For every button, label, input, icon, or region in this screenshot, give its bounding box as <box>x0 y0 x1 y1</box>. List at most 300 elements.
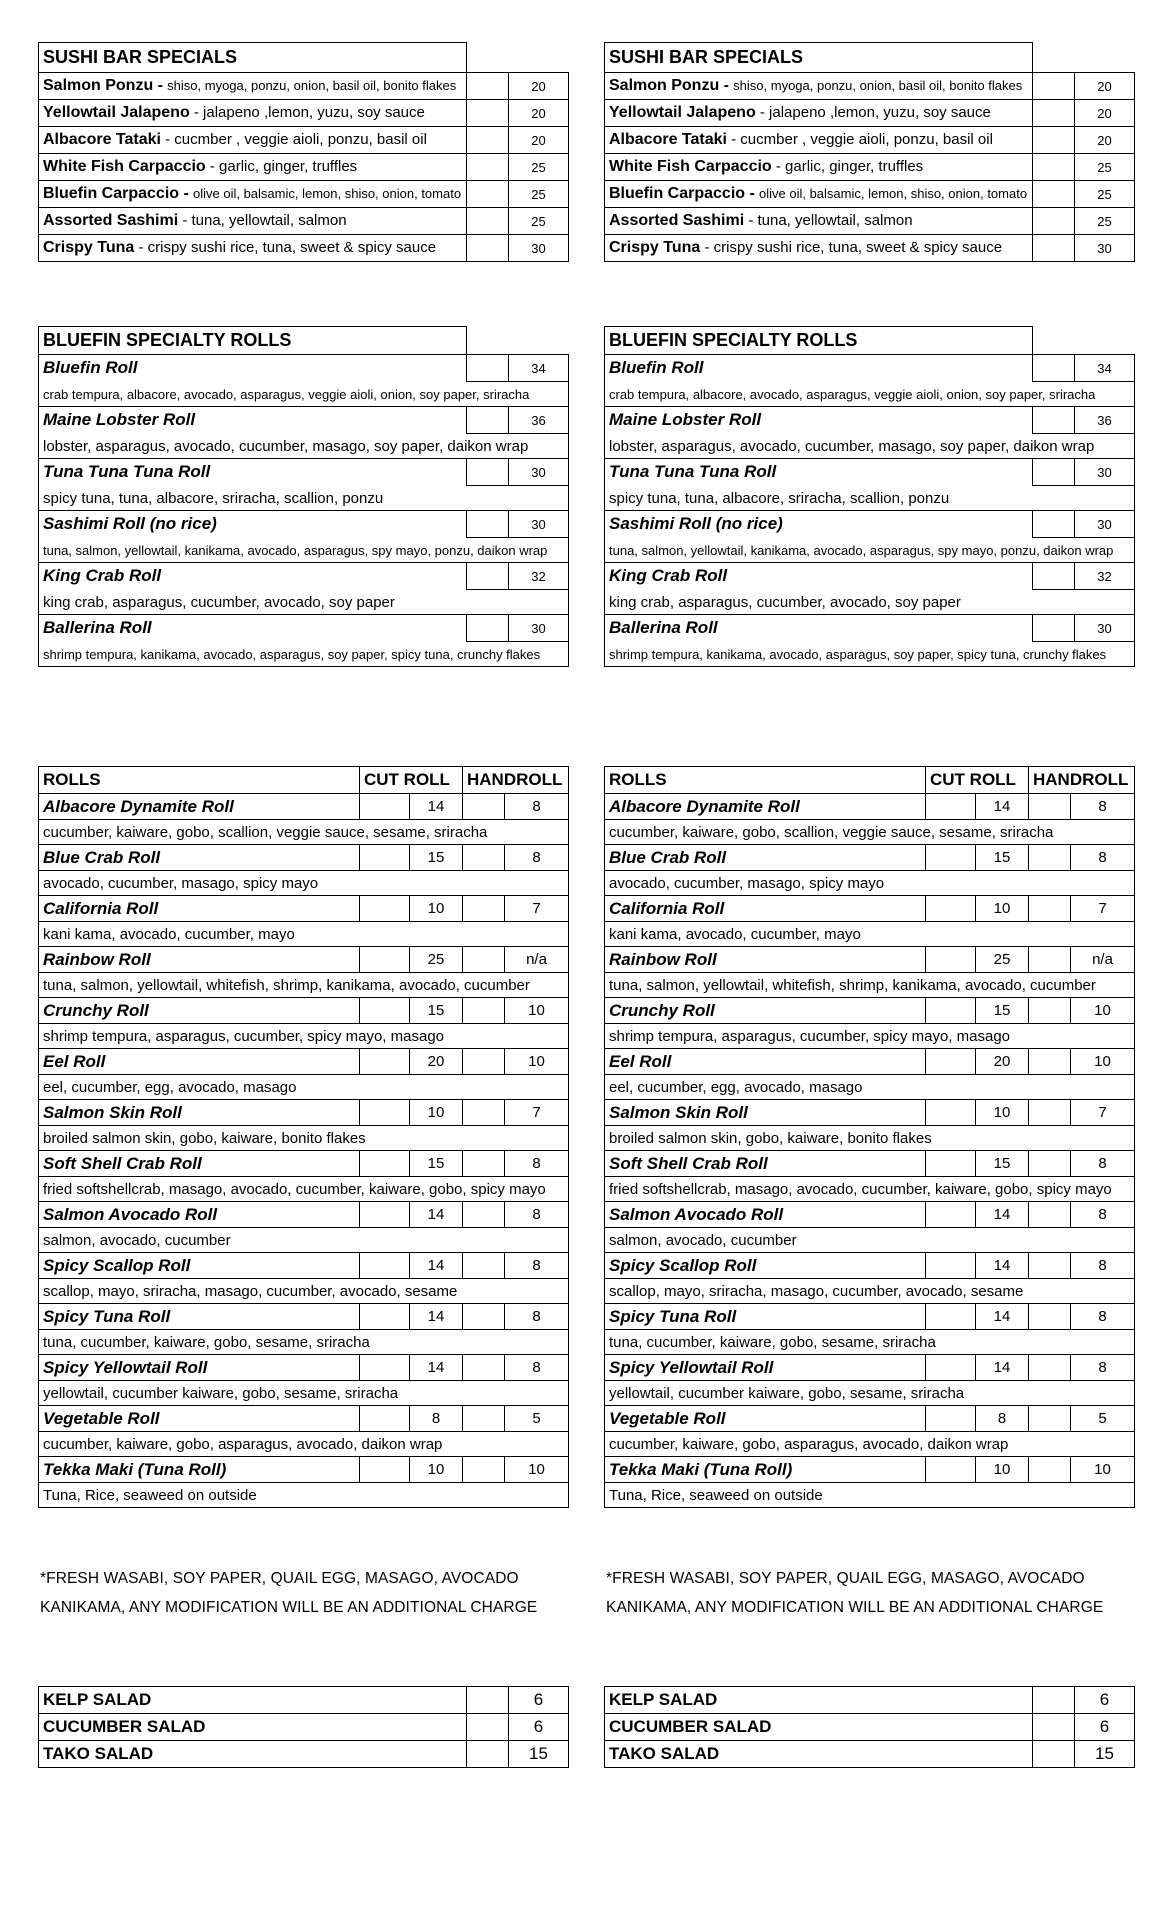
specialty-price: 34 <box>1075 355 1135 382</box>
roll-name: Spicy Tuna Roll <box>39 1304 360 1330</box>
specialty-item-desc: shrimp tempura, kanikama, avocado, asparagus, soy paper, spicy tuna, crunchy flakes <box>39 642 569 667</box>
specialty-desc-row <box>39 434 569 459</box>
roll-blank-cell <box>926 947 976 973</box>
roll-name-row <box>39 1253 569 1279</box>
specialty-name-row <box>605 615 1135 642</box>
specialty-name-row <box>605 407 1135 434</box>
specials-row <box>605 181 1135 208</box>
roll-desc-row <box>39 1177 569 1202</box>
specials-blank-cell <box>1033 208 1075 235</box>
specialty-price: 30 <box>509 511 569 538</box>
roll-desc: eel, cucumber, egg, avocado, masago <box>39 1075 569 1100</box>
roll-cut-price: 20 <box>976 1049 1029 1075</box>
roll-desc-row <box>605 820 1135 845</box>
specialty-item-name: Ballerina Roll <box>39 615 467 642</box>
roll-blank-cell <box>463 947 505 973</box>
roll-blank-cell <box>1029 1202 1071 1228</box>
salad-blank-cell <box>467 1687 509 1714</box>
specialty-item-name: Maine Lobster Roll <box>605 407 1033 434</box>
roll-name-row <box>605 896 1135 922</box>
specials-item <box>39 73 467 100</box>
roll-desc-row <box>605 922 1135 947</box>
specials-blank-cell <box>467 127 509 154</box>
roll-blank-cell <box>360 845 410 871</box>
roll-hand-price: 10 <box>505 998 569 1024</box>
specials-item <box>39 127 467 154</box>
specials-item <box>605 154 1033 181</box>
roll-desc-row <box>39 1075 569 1100</box>
specials-item <box>39 154 467 181</box>
specialty-item-name: Sashimi Roll (no rice) <box>605 511 1033 538</box>
salad-name: TAKO SALAD <box>39 1741 467 1768</box>
handroll-header: HANDROLL <box>463 767 569 794</box>
specialty-price: 30 <box>1075 615 1135 642</box>
roll-name-row <box>605 1406 1135 1432</box>
specials-item <box>39 100 467 127</box>
rolls-title: ROLLS <box>605 767 926 794</box>
specials-title-cell <box>605 43 1033 73</box>
roll-cut-price: 14 <box>976 1253 1029 1279</box>
specials-price: 30 <box>1075 235 1135 262</box>
roll-cut-price: 14 <box>410 1355 463 1381</box>
specials-row <box>39 73 569 100</box>
roll-name: California Roll <box>39 896 360 922</box>
specials-item <box>605 127 1033 154</box>
specials-item-desc: olive oil, balsamic, lemon, shiso, onion, tomato <box>192 186 462 201</box>
specials-item-name: Bluefin Carpaccio - <box>609 185 755 202</box>
salads-table <box>38 1686 569 1768</box>
salad-row <box>39 1714 569 1741</box>
roll-desc: eel, cucumber, egg, avocado, masago <box>605 1075 1135 1100</box>
roll-desc-row <box>39 820 569 845</box>
specials-item-name: White Fish Carpaccio <box>43 158 206 175</box>
roll-cut-price: 15 <box>976 1151 1029 1177</box>
roll-cut-price: 14 <box>976 1355 1029 1381</box>
specialty-name-row <box>39 407 569 434</box>
roll-blank-cell <box>463 1151 505 1177</box>
specials-blank-cell <box>1033 127 1075 154</box>
specialty-desc-row <box>39 486 569 511</box>
roll-blank-cell <box>360 1406 410 1432</box>
roll-desc-row <box>605 973 1135 998</box>
roll-cut-price: 14 <box>410 1202 463 1228</box>
specials-item-desc: - cucmber , veggie aioli, ponzu, basil oil <box>731 131 993 148</box>
roll-name: Spicy Yellowtail Roll <box>39 1355 360 1381</box>
specialty-item-desc: spicy tuna, tuna, albacore, sriracha, scallion, ponzu <box>39 486 569 511</box>
roll-blank-cell <box>360 1151 410 1177</box>
roll-hand-price: 5 <box>505 1406 569 1432</box>
roll-blank-cell <box>926 896 976 922</box>
roll-blank-cell <box>360 896 410 922</box>
roll-blank-cell <box>360 1202 410 1228</box>
specials-row <box>605 73 1135 100</box>
roll-blank-cell <box>926 1304 976 1330</box>
cut-roll-header: CUT ROLL <box>926 767 1029 794</box>
specialty-item-name: Tuna Tuna Tuna Roll <box>605 459 1033 486</box>
specialty-desc-row <box>605 642 1135 667</box>
roll-desc: scallop, mayo, sriracha, masago, cucumber, avocado, sesame <box>39 1279 569 1304</box>
roll-blank-cell <box>463 794 505 820</box>
specials-blank-cell <box>467 154 509 181</box>
roll-hand-price: 8 <box>505 1355 569 1381</box>
specials-blank-cell <box>1033 73 1075 100</box>
specialty-price: 30 <box>1075 459 1135 486</box>
roll-desc-row <box>605 1483 1135 1508</box>
roll-name: Rainbow Roll <box>605 947 926 973</box>
specialty-price: 30 <box>509 459 569 486</box>
roll-name: Albacore Dynamite Roll <box>39 794 360 820</box>
roll-name-row <box>39 947 569 973</box>
salad-blank-cell <box>467 1714 509 1741</box>
specialty-name-row <box>39 459 569 486</box>
roll-blank-cell <box>1029 1304 1071 1330</box>
roll-blank-cell <box>463 1049 505 1075</box>
roll-name-row <box>39 845 569 871</box>
specials-item-desc: - crispy sushi rice, tuna, sweet & spicy sauce <box>704 239 1003 256</box>
specials-item <box>605 181 1033 208</box>
roll-blank-cell <box>360 1253 410 1279</box>
specialty-desc-row <box>605 486 1135 511</box>
roll-blank-cell <box>1029 998 1071 1024</box>
specials-row <box>39 181 569 208</box>
roll-desc: kani kama, avocado, cucumber, mayo <box>39 922 569 947</box>
roll-desc: broiled salmon skin, gobo, kaiware, bonito flakes <box>605 1126 1135 1151</box>
roll-blank-cell <box>1029 1457 1071 1483</box>
roll-name: Soft Shell Crab Roll <box>605 1151 926 1177</box>
specialty-item-desc: lobster, asparagus, avocado, cucumber, masago, soy paper, daikon wrap <box>39 434 569 459</box>
specialty-blank-cell <box>467 459 509 486</box>
roll-blank-cell <box>1029 1406 1071 1432</box>
specials-item <box>605 208 1033 235</box>
roll-cut-price: 10 <box>976 1100 1029 1126</box>
roll-hand-price: 8 <box>1071 1304 1135 1330</box>
roll-cut-price: 15 <box>976 845 1029 871</box>
specials-item-name: Assorted Sashimi <box>609 212 745 229</box>
roll-cut-price: 15 <box>410 1151 463 1177</box>
roll-desc: fried softshellcrab, masago, avocado, cucumber, kaiware, gobo, spicy mayo <box>605 1177 1135 1202</box>
specials-item <box>605 235 1033 262</box>
roll-desc-row <box>605 1330 1135 1355</box>
roll-blank-cell <box>463 1253 505 1279</box>
specialty-name-row <box>39 355 569 382</box>
roll-desc: shrimp tempura, asparagus, cucumber, spicy mayo, masago <box>605 1024 1135 1049</box>
roll-hand-price: 7 <box>505 896 569 922</box>
roll-desc-row <box>39 1432 569 1457</box>
roll-blank-cell <box>360 794 410 820</box>
roll-desc: broiled salmon skin, gobo, kaiware, bonito flakes <box>39 1126 569 1151</box>
specials-blank-cell <box>467 73 509 100</box>
roll-name: Eel Roll <box>39 1049 360 1075</box>
roll-hand-price: 5 <box>1071 1406 1135 1432</box>
salad-name: KELP SALAD <box>605 1687 1033 1714</box>
specialty-item-desc: lobster, asparagus, avocado, cucumber, masago, soy paper, daikon wrap <box>605 434 1135 459</box>
roll-blank-cell <box>463 845 505 871</box>
specials-item-desc: - crispy sushi rice, tuna, sweet & spicy sauce <box>138 239 437 256</box>
roll-hand-price: 8 <box>505 1151 569 1177</box>
roll-desc-row <box>39 1126 569 1151</box>
salad-price: 6 <box>509 1687 569 1714</box>
salad-name: CUCUMBER SALAD <box>39 1714 467 1741</box>
specials-item-desc: olive oil, balsamic, lemon, shiso, onion, tomato <box>758 186 1028 201</box>
roll-blank-cell <box>360 1355 410 1381</box>
roll-hand-price: 8 <box>1071 845 1135 871</box>
specials-row <box>39 127 569 154</box>
roll-cut-price: 14 <box>410 1304 463 1330</box>
specialty-name-row <box>39 511 569 538</box>
roll-desc-row <box>39 1279 569 1304</box>
specials-title: SUSHI BAR SPECIALS <box>43 47 238 67</box>
specials-row <box>605 127 1135 154</box>
roll-cut-price: 25 <box>976 947 1029 973</box>
salad-price: 6 <box>1075 1714 1135 1741</box>
roll-hand-price: 8 <box>505 1304 569 1330</box>
roll-name: Tekka Maki (Tuna Roll) <box>39 1457 360 1483</box>
specialty-item-name: Sashimi Roll (no rice) <box>39 511 467 538</box>
roll-name-row <box>605 1202 1135 1228</box>
roll-name-row <box>39 998 569 1024</box>
specialty-desc-row <box>605 538 1135 563</box>
roll-desc-row <box>39 1483 569 1508</box>
specials-item-name: Yellowtail Jalapeno <box>43 104 190 121</box>
specials-item-desc: - jalapeno ,lemon, yuzu, soy sauce <box>193 104 425 121</box>
specials-item <box>39 208 467 235</box>
roll-cut-price: 10 <box>410 896 463 922</box>
roll-blank-cell <box>1029 1253 1071 1279</box>
specialty-item-name: Maine Lobster Roll <box>39 407 467 434</box>
roll-name-row <box>605 1049 1135 1075</box>
specials-row <box>39 208 569 235</box>
roll-desc-row <box>39 1024 569 1049</box>
roll-desc: scallop, mayo, sriracha, masago, cucumber, avocado, sesame <box>605 1279 1135 1304</box>
roll-name: California Roll <box>605 896 926 922</box>
modification-note-line1: *FRESH WASABI, SOY PAPER, QUAIL EGG, MASAGO, AVOCADO <box>606 1570 1085 1587</box>
specials-price: 25 <box>1075 181 1135 208</box>
roll-cut-price: 15 <box>410 845 463 871</box>
specials-item <box>605 100 1033 127</box>
roll-name: Spicy Tuna Roll <box>605 1304 926 1330</box>
roll-desc-row <box>605 1432 1135 1457</box>
roll-cut-price: 15 <box>410 998 463 1024</box>
roll-name: Eel Roll <box>605 1049 926 1075</box>
specialty-item-desc: shrimp tempura, kanikama, avocado, asparagus, soy paper, spicy tuna, crunchy flakes <box>605 642 1135 667</box>
roll-name-row <box>605 794 1135 820</box>
roll-hand-price: 8 <box>1071 1253 1135 1279</box>
roll-blank-cell <box>360 1304 410 1330</box>
roll-blank-cell <box>1029 1355 1071 1381</box>
specialty-price: 34 <box>509 355 569 382</box>
specialty-item-desc: tuna, salmon, yellowtail, kanikama, avocado, asparagus, spy mayo, ponzu, daikon wrap <box>605 538 1135 563</box>
roll-hand-price: 10 <box>1071 1457 1135 1483</box>
roll-blank-cell <box>463 1100 505 1126</box>
roll-desc-row <box>605 1126 1135 1151</box>
specials-item-name: Salmon Ponzu - <box>609 77 729 94</box>
specials-price: 20 <box>1075 73 1135 100</box>
specials-item-name: Albacore Tataki <box>609 131 727 148</box>
roll-blank-cell <box>926 1253 976 1279</box>
roll-desc: yellowtail, cucumber kaiware, gobo, sesame, sriracha <box>605 1381 1135 1406</box>
roll-blank-cell <box>463 998 505 1024</box>
roll-desc-row <box>605 1024 1135 1049</box>
specials-price: 25 <box>509 181 569 208</box>
specials-row <box>605 235 1135 262</box>
specials-item-name: Albacore Tataki <box>43 131 161 148</box>
modification-note <box>40 1564 537 1622</box>
roll-desc-row <box>605 871 1135 896</box>
salad-name: KELP SALAD <box>39 1687 467 1714</box>
specialty-desc-row <box>39 642 569 667</box>
specials-item-name: Crispy Tuna <box>43 239 135 256</box>
roll-name-row <box>39 1355 569 1381</box>
roll-blank-cell <box>926 1355 976 1381</box>
specialty-item-name: Tuna Tuna Tuna Roll <box>39 459 467 486</box>
roll-desc-row <box>39 871 569 896</box>
specialty-blank-cell <box>1033 615 1075 642</box>
roll-hand-price: 8 <box>505 1202 569 1228</box>
specialty-blank-cell <box>467 511 509 538</box>
roll-blank-cell <box>926 1100 976 1126</box>
specialty-blank-cell <box>467 615 509 642</box>
roll-cut-price: 10 <box>410 1457 463 1483</box>
specialty-blank-cell <box>1033 563 1075 590</box>
roll-name-row <box>605 1151 1135 1177</box>
roll-hand-price: n/a <box>505 947 569 973</box>
roll-desc-row <box>605 1177 1135 1202</box>
specialty-name-row <box>605 563 1135 590</box>
roll-hand-price: 8 <box>505 1253 569 1279</box>
specials-price: 20 <box>1075 127 1135 154</box>
roll-name-row <box>39 794 569 820</box>
roll-name: Spicy Scallop Roll <box>605 1253 926 1279</box>
roll-blank-cell <box>926 794 976 820</box>
specials-item-desc: shiso, myoga, ponzu, onion, basil oil, bonito flakes <box>167 78 457 93</box>
roll-blank-cell <box>360 1100 410 1126</box>
specialty-blank-cell <box>1033 355 1075 382</box>
salad-price: 15 <box>509 1741 569 1768</box>
modification-note-line1: *FRESH WASABI, SOY PAPER, QUAIL EGG, MASAGO, AVOCADO <box>40 1570 519 1587</box>
salad-price: 6 <box>1075 1687 1135 1714</box>
roll-cut-price: 14 <box>976 794 1029 820</box>
specials-item-desc: - garlic, ginger, truffles <box>775 158 924 175</box>
salad-blank-cell <box>1033 1741 1075 1768</box>
specialty-title: BLUEFIN SPECIALTY ROLLS <box>609 330 858 350</box>
roll-desc: tuna, cucumber, kaiware, gobo, sesame, sriracha <box>605 1330 1135 1355</box>
roll-name: Blue Crab Roll <box>605 845 926 871</box>
specials-price: 20 <box>509 100 569 127</box>
roll-name: Tekka Maki (Tuna Roll) <box>605 1457 926 1483</box>
modification-note <box>606 1564 1103 1622</box>
roll-cut-price: 8 <box>976 1406 1029 1432</box>
roll-name: Vegetable Roll <box>605 1406 926 1432</box>
roll-desc-row <box>605 1279 1135 1304</box>
roll-desc: kani kama, avocado, cucumber, mayo <box>605 922 1135 947</box>
roll-hand-price: 8 <box>1071 1151 1135 1177</box>
specialty-title-cell <box>605 327 1033 355</box>
roll-blank-cell <box>360 998 410 1024</box>
roll-hand-price: 7 <box>1071 1100 1135 1126</box>
bluefin-specialty-rolls-table <box>38 326 569 667</box>
roll-desc: tuna, cucumber, kaiware, gobo, sesame, sriracha <box>39 1330 569 1355</box>
roll-hand-price: 10 <box>1071 1049 1135 1075</box>
salad-row <box>39 1741 569 1768</box>
specials-item-name: Assorted Sashimi <box>43 212 179 229</box>
roll-desc-row <box>39 1228 569 1253</box>
roll-hand-price: 7 <box>505 1100 569 1126</box>
specialty-item-name: Bluefin Roll <box>605 355 1033 382</box>
roll-desc: tuna, salmon, yellowtail, whitefish, shrimp, kanikama, avocado, cucumber <box>39 973 569 998</box>
specialty-item-desc: spicy tuna, tuna, albacore, sriracha, scallion, ponzu <box>605 486 1135 511</box>
specials-price: 25 <box>509 208 569 235</box>
roll-blank-cell <box>1029 1049 1071 1075</box>
salads-table <box>604 1686 1135 1768</box>
roll-desc: salmon, avocado, cucumber <box>39 1228 569 1253</box>
roll-cut-price: 14 <box>410 1253 463 1279</box>
specials-item-desc: - tuna, yellowtail, salmon <box>182 212 347 229</box>
specials-title-cell <box>39 43 467 73</box>
roll-name-row <box>605 1355 1135 1381</box>
roll-hand-price: 8 <box>505 794 569 820</box>
roll-blank-cell <box>463 1202 505 1228</box>
roll-name-row <box>605 1457 1135 1483</box>
roll-desc-row <box>39 922 569 947</box>
modification-note-line2: KANIKAMA, ANY MODIFICATION WILL BE AN ADDITIONAL CHARGE <box>40 1599 538 1616</box>
salad-blank-cell <box>1033 1687 1075 1714</box>
roll-desc-row <box>605 1075 1135 1100</box>
roll-hand-price: 8 <box>1071 1355 1135 1381</box>
specials-price: 25 <box>509 154 569 181</box>
roll-name: Crunchy Roll <box>605 998 926 1024</box>
specialty-item-name: Bluefin Roll <box>39 355 467 382</box>
roll-blank-cell <box>926 845 976 871</box>
specialty-item-name: King Crab Roll <box>605 563 1033 590</box>
roll-desc: cucumber, kaiware, gobo, scallion, veggie sauce, sesame, sriracha <box>39 820 569 845</box>
salad-price: 6 <box>509 1714 569 1741</box>
specials-item <box>39 181 467 208</box>
specials-blank-cell <box>1033 235 1075 262</box>
specials-item-desc: shiso, myoga, ponzu, onion, basil oil, bonito flakes <box>733 78 1023 93</box>
specialty-title-cell <box>39 327 467 355</box>
roll-cut-price: 10 <box>976 896 1029 922</box>
roll-cut-price: 10 <box>410 1100 463 1126</box>
specials-item-desc: - garlic, ginger, truffles <box>209 158 358 175</box>
specials-blank-cell <box>467 235 509 262</box>
specialty-blank-cell <box>1033 511 1075 538</box>
roll-name: Spicy Yellowtail Roll <box>605 1355 926 1381</box>
specialty-price: 36 <box>509 407 569 434</box>
specialty-price: 36 <box>1075 407 1135 434</box>
roll-desc: Tuna, Rice, seaweed on outside <box>39 1483 569 1508</box>
roll-blank-cell <box>463 1355 505 1381</box>
specials-row <box>39 100 569 127</box>
roll-blank-cell <box>926 1049 976 1075</box>
sushi-bar-specials-table <box>38 42 569 262</box>
roll-name: Spicy Scallop Roll <box>39 1253 360 1279</box>
roll-blank-cell <box>463 1457 505 1483</box>
roll-hand-price: 10 <box>505 1457 569 1483</box>
specialty-blank-cell <box>1033 407 1075 434</box>
specials-item <box>39 235 467 262</box>
specialty-desc-row <box>39 590 569 615</box>
specials-blank-cell <box>467 100 509 127</box>
specialty-item-desc: king crab, asparagus, cucumber, avocado, soy paper <box>605 590 1135 615</box>
specialty-desc-row <box>605 382 1135 407</box>
specialty-name-row <box>39 563 569 590</box>
specialty-desc-row <box>605 434 1135 459</box>
roll-blank-cell <box>926 1202 976 1228</box>
roll-desc: avocado, cucumber, masago, spicy mayo <box>605 871 1135 896</box>
salad-row <box>605 1741 1135 1768</box>
roll-blank-cell <box>463 896 505 922</box>
roll-name: Blue Crab Roll <box>39 845 360 871</box>
